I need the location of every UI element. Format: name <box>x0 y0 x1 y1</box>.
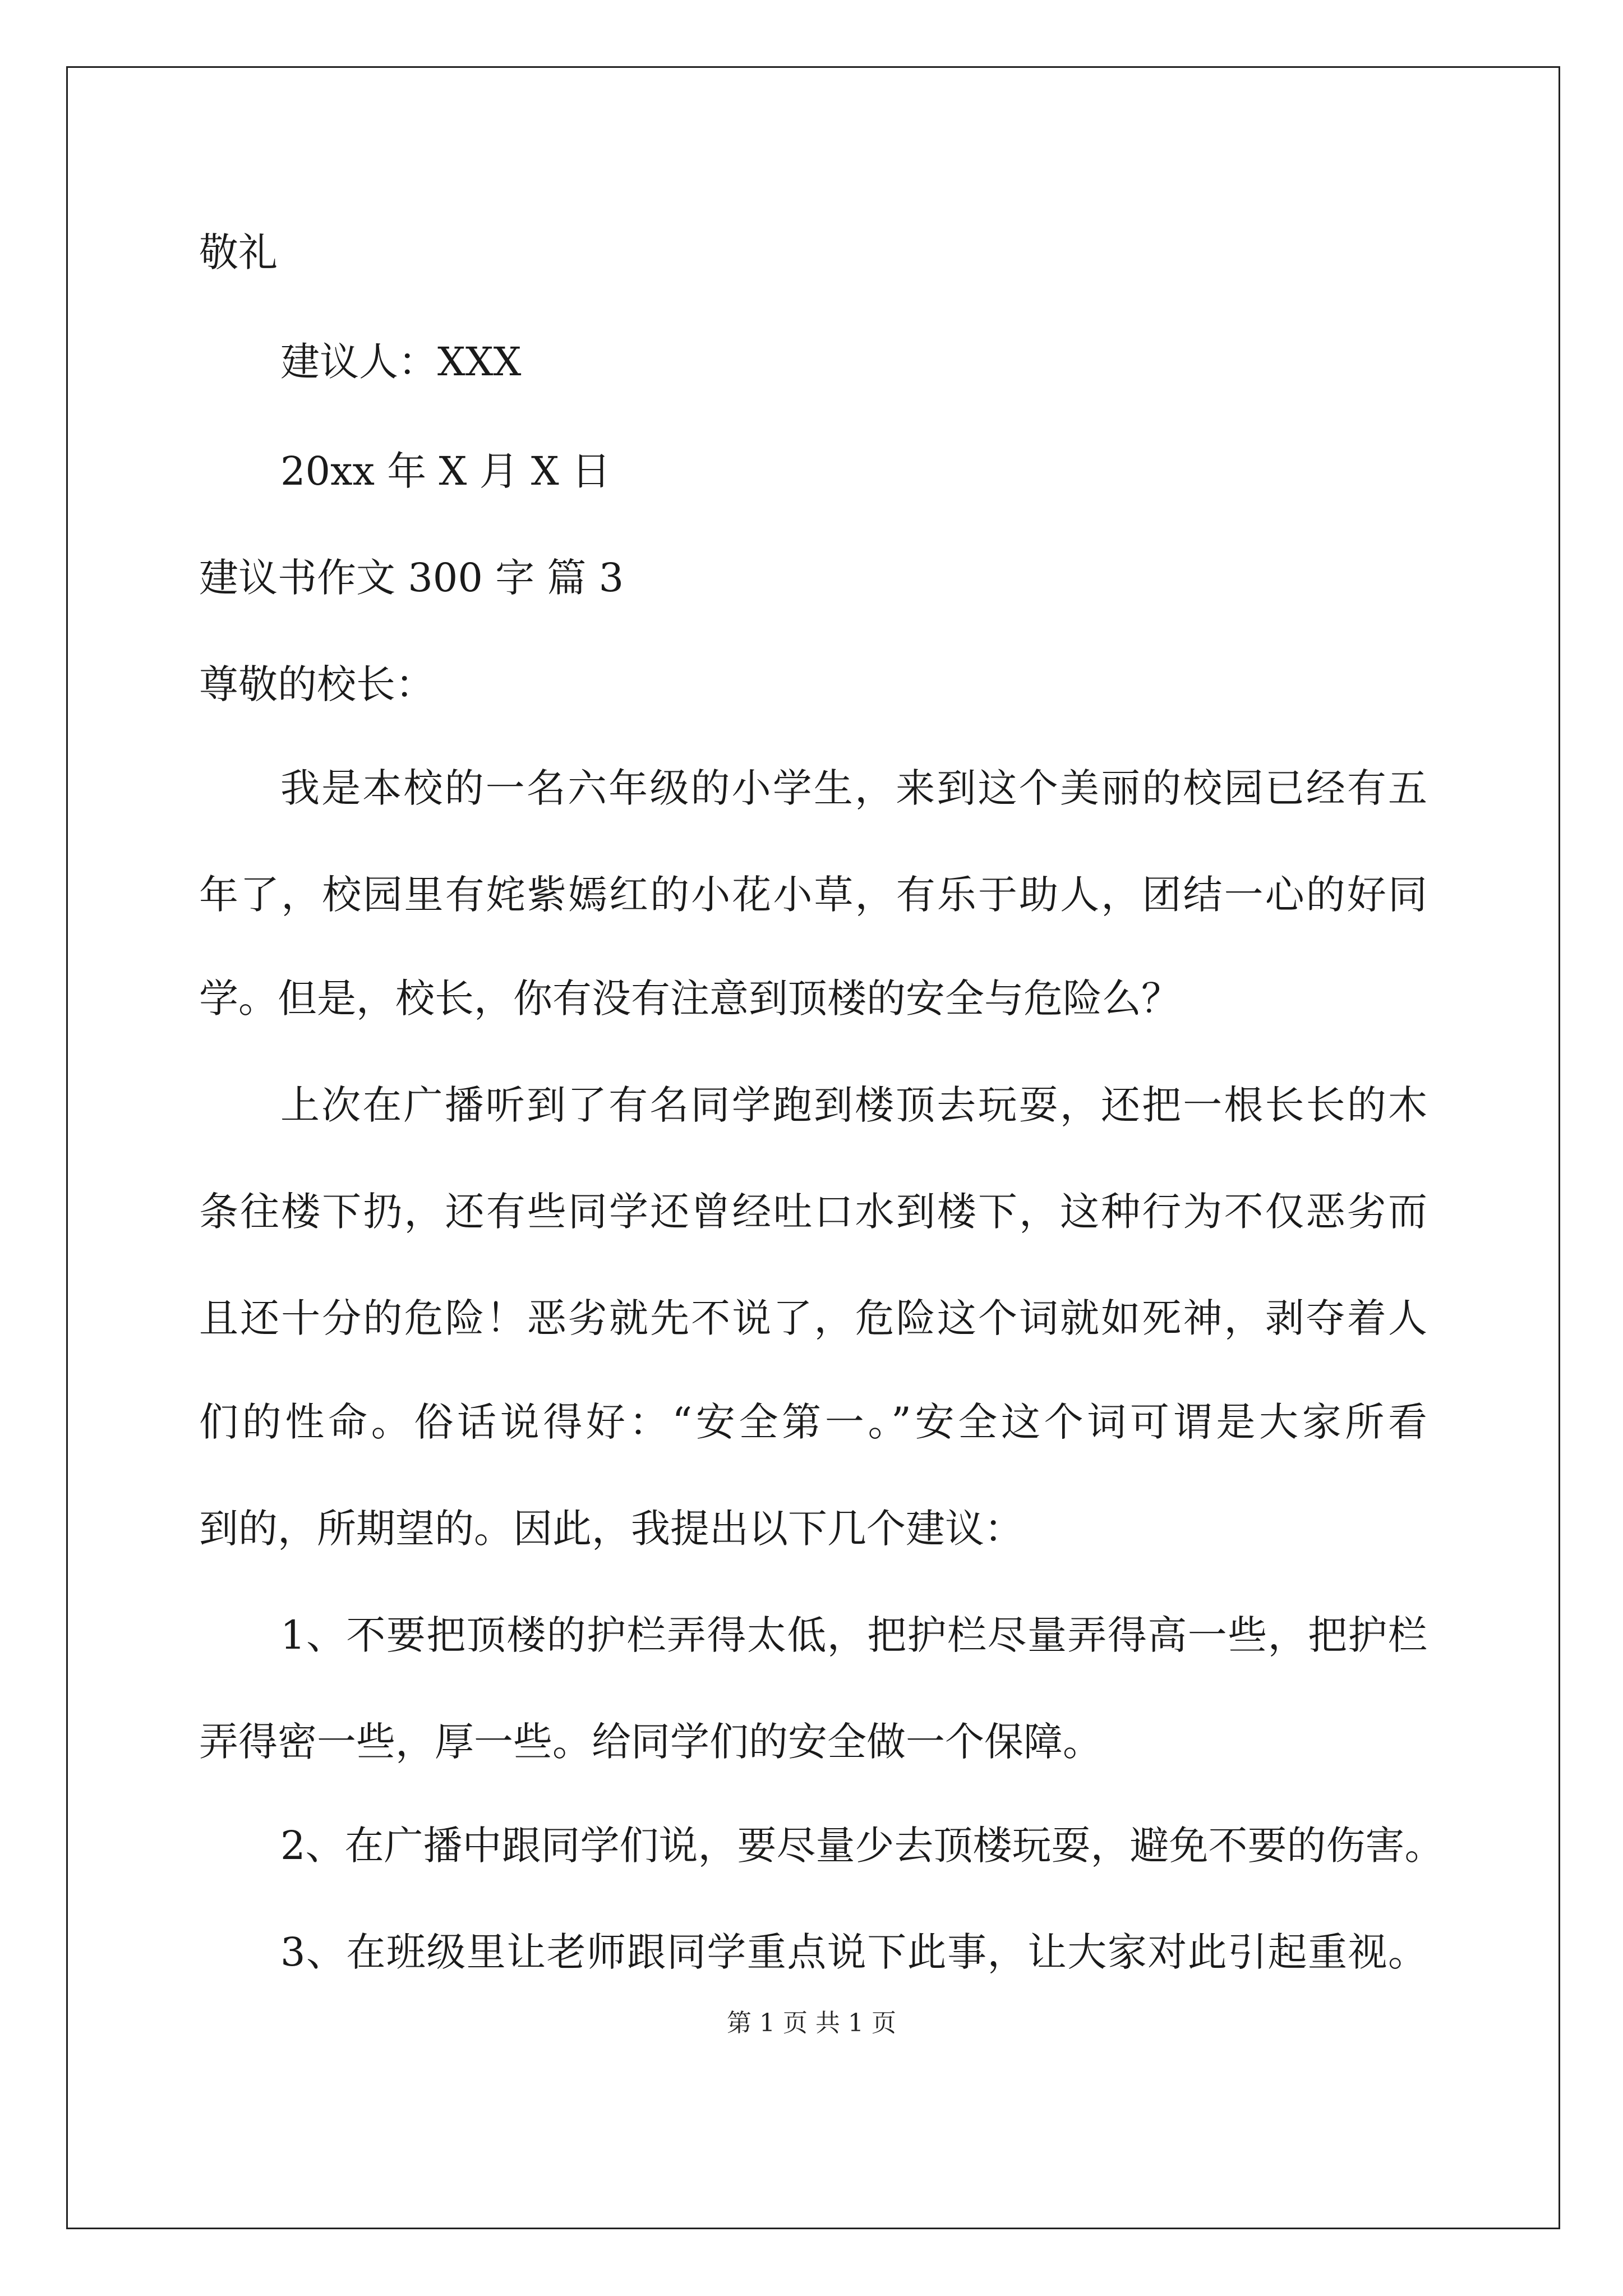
paragraph-1-line-1: 我是本校的一名六年级的小学生，来到这个美丽的校园已经有五 <box>280 765 1427 811</box>
paragraph-2-line-2: 条往楼下扔，还有些同学还曾经吐口水到楼下，这种行为不仅恶劣而 <box>199 1189 1427 1235</box>
date-line: 20xx 年 X 月 X 日 <box>280 448 611 494</box>
paragraph-5-line-1: 3、在班级里让老师跟同学重点说下此事，让大家对此引起重视。 <box>280 1929 1427 1975</box>
salutation-closing: 敬礼 <box>199 229 278 275</box>
paragraph-2-line-3: 且还十分的危险！恶劣就先不说了，危险这个词就如死神，剥夺着人 <box>199 1295 1427 1341</box>
paragraph-4-line-1: 2、在广播中跟同学们说，要尽量少去顶楼玩耍，避免不要的伤害。 <box>280 1823 1444 1869</box>
paragraph-2-line-1: 上次在广播听到了有名同学跑到楼顶去玩耍，还把一根长长的木 <box>280 1082 1427 1128</box>
paragraph-2-line-4: 们的性命。俗话说得好：“安全第一。”安全这个词可谓是大家所看 <box>199 1399 1427 1445</box>
paragraph-1-line-3: 学。但是，校长，你有没有注意到顶楼的安全与危险么？ <box>199 976 1181 1022</box>
page-border <box>66 66 1560 2229</box>
paragraph-2-line-5: 到的，所期望的。因此，我提出以下几个建议： <box>199 1506 1023 1552</box>
paragraph-3-line-2: 弄得密一些，厚一些。给同学们的安全做一个保障。 <box>199 1719 1102 1765</box>
greeting-line: 尊敬的校长： <box>199 661 435 707</box>
paragraph-1-line-2: 年了，校园里有姹紫嫣红的小花小草，有乐于助人，团结一心的好同 <box>199 872 1427 918</box>
section-heading: 建议书作文 300 字 篇 3 <box>199 555 624 601</box>
signer-line: 建议人：XXX <box>280 339 522 385</box>
page-footer: 第 1 页 共 1 页 <box>727 2009 896 2037</box>
paragraph-3-line-1: 1、不要把顶楼的护栏弄得太低，把护栏尽量弄得高一些，把护栏 <box>280 1612 1427 1658</box>
